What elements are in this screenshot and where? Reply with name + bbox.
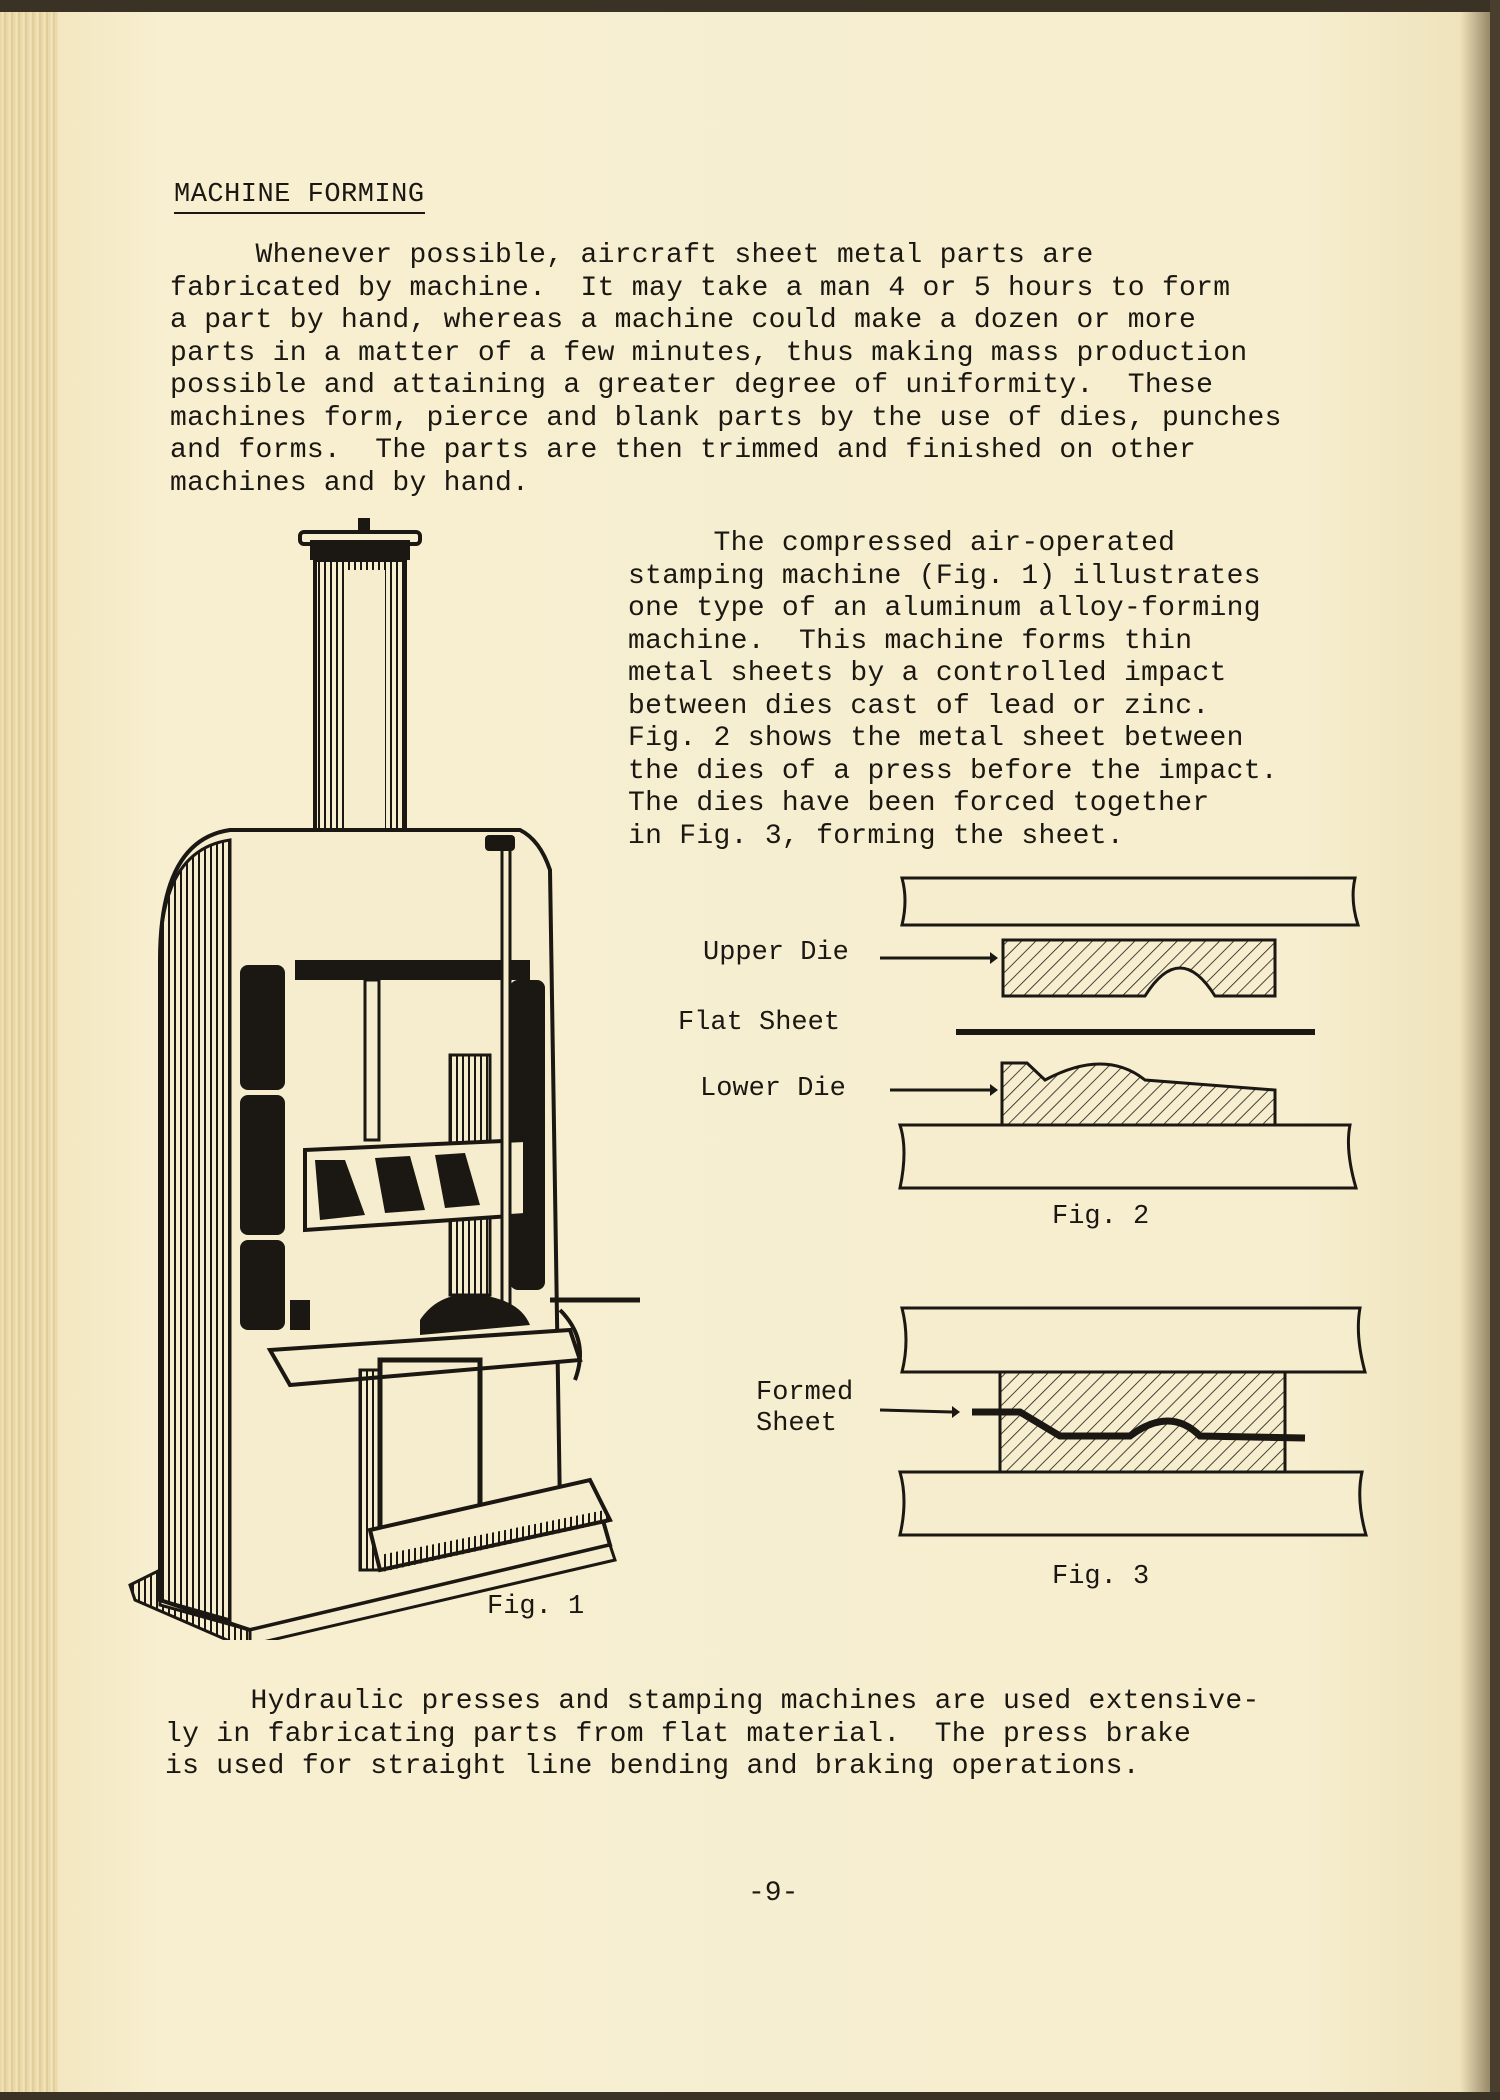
- scan-right-border: [1490, 0, 1500, 2100]
- scan-bottom-border: [0, 2092, 1500, 2100]
- scan-top-border: [0, 0, 1500, 12]
- section-heading: MACHINE FORMING: [174, 180, 425, 214]
- page-number: -9-: [748, 1878, 799, 1909]
- fig3-formed-sheet-diagram: [880, 1300, 1370, 1550]
- page-edge-stack: [0, 0, 58, 2100]
- stamping-machine-paragraph: The compressed air-operated stamping machine (Fig. 1) illustrates one type of an aluminum alloy-forming machine. This machine forms thin metal sheets by a controlled impact between dies cast of lead or zinc. Fig. 2 shows the metal sheet between the dies of a press before the impact. The dies have been forced together in Fig. 3, forming the sheet.: [628, 528, 1278, 852]
- formed-sheet-label: Formed Sheet: [756, 1378, 854, 1439]
- upper-die-label: Upper Die: [703, 938, 849, 968]
- flat-sheet-label: Flat Sheet: [678, 1008, 841, 1038]
- intro-paragraph: Whenever possible, aircraft sheet metal parts are fabricated by machine. It may take a man 4 or 5 hours to form a part by hand, whereas a machine could make a dozen or more parts in a matter of a few minutes, thus making mass production possible and attaining a greater degree of uniformity. These machines form, pierce and blank parts by the use of dies, punches and forms. The parts are then trimmed and finished on other machines and by hand.: [170, 240, 1282, 499]
- lower-die-label: Lower Die: [700, 1074, 846, 1104]
- fig2-dies-before-impact-diagram: [880, 870, 1370, 1200]
- hydraulic-presses-paragraph: Hydraulic presses and stamping machines are used extensive- ly in fabricating parts from flat material. The press brake is used for straight line bending and braking operations.: [165, 1686, 1260, 1782]
- fig2-caption: Fig. 2: [1052, 1202, 1150, 1232]
- fig3-caption: Fig. 3: [1052, 1562, 1150, 1592]
- stamping-machine-illustration: [120, 510, 660, 1640]
- fig1-caption: Fig. 1: [487, 1592, 585, 1622]
